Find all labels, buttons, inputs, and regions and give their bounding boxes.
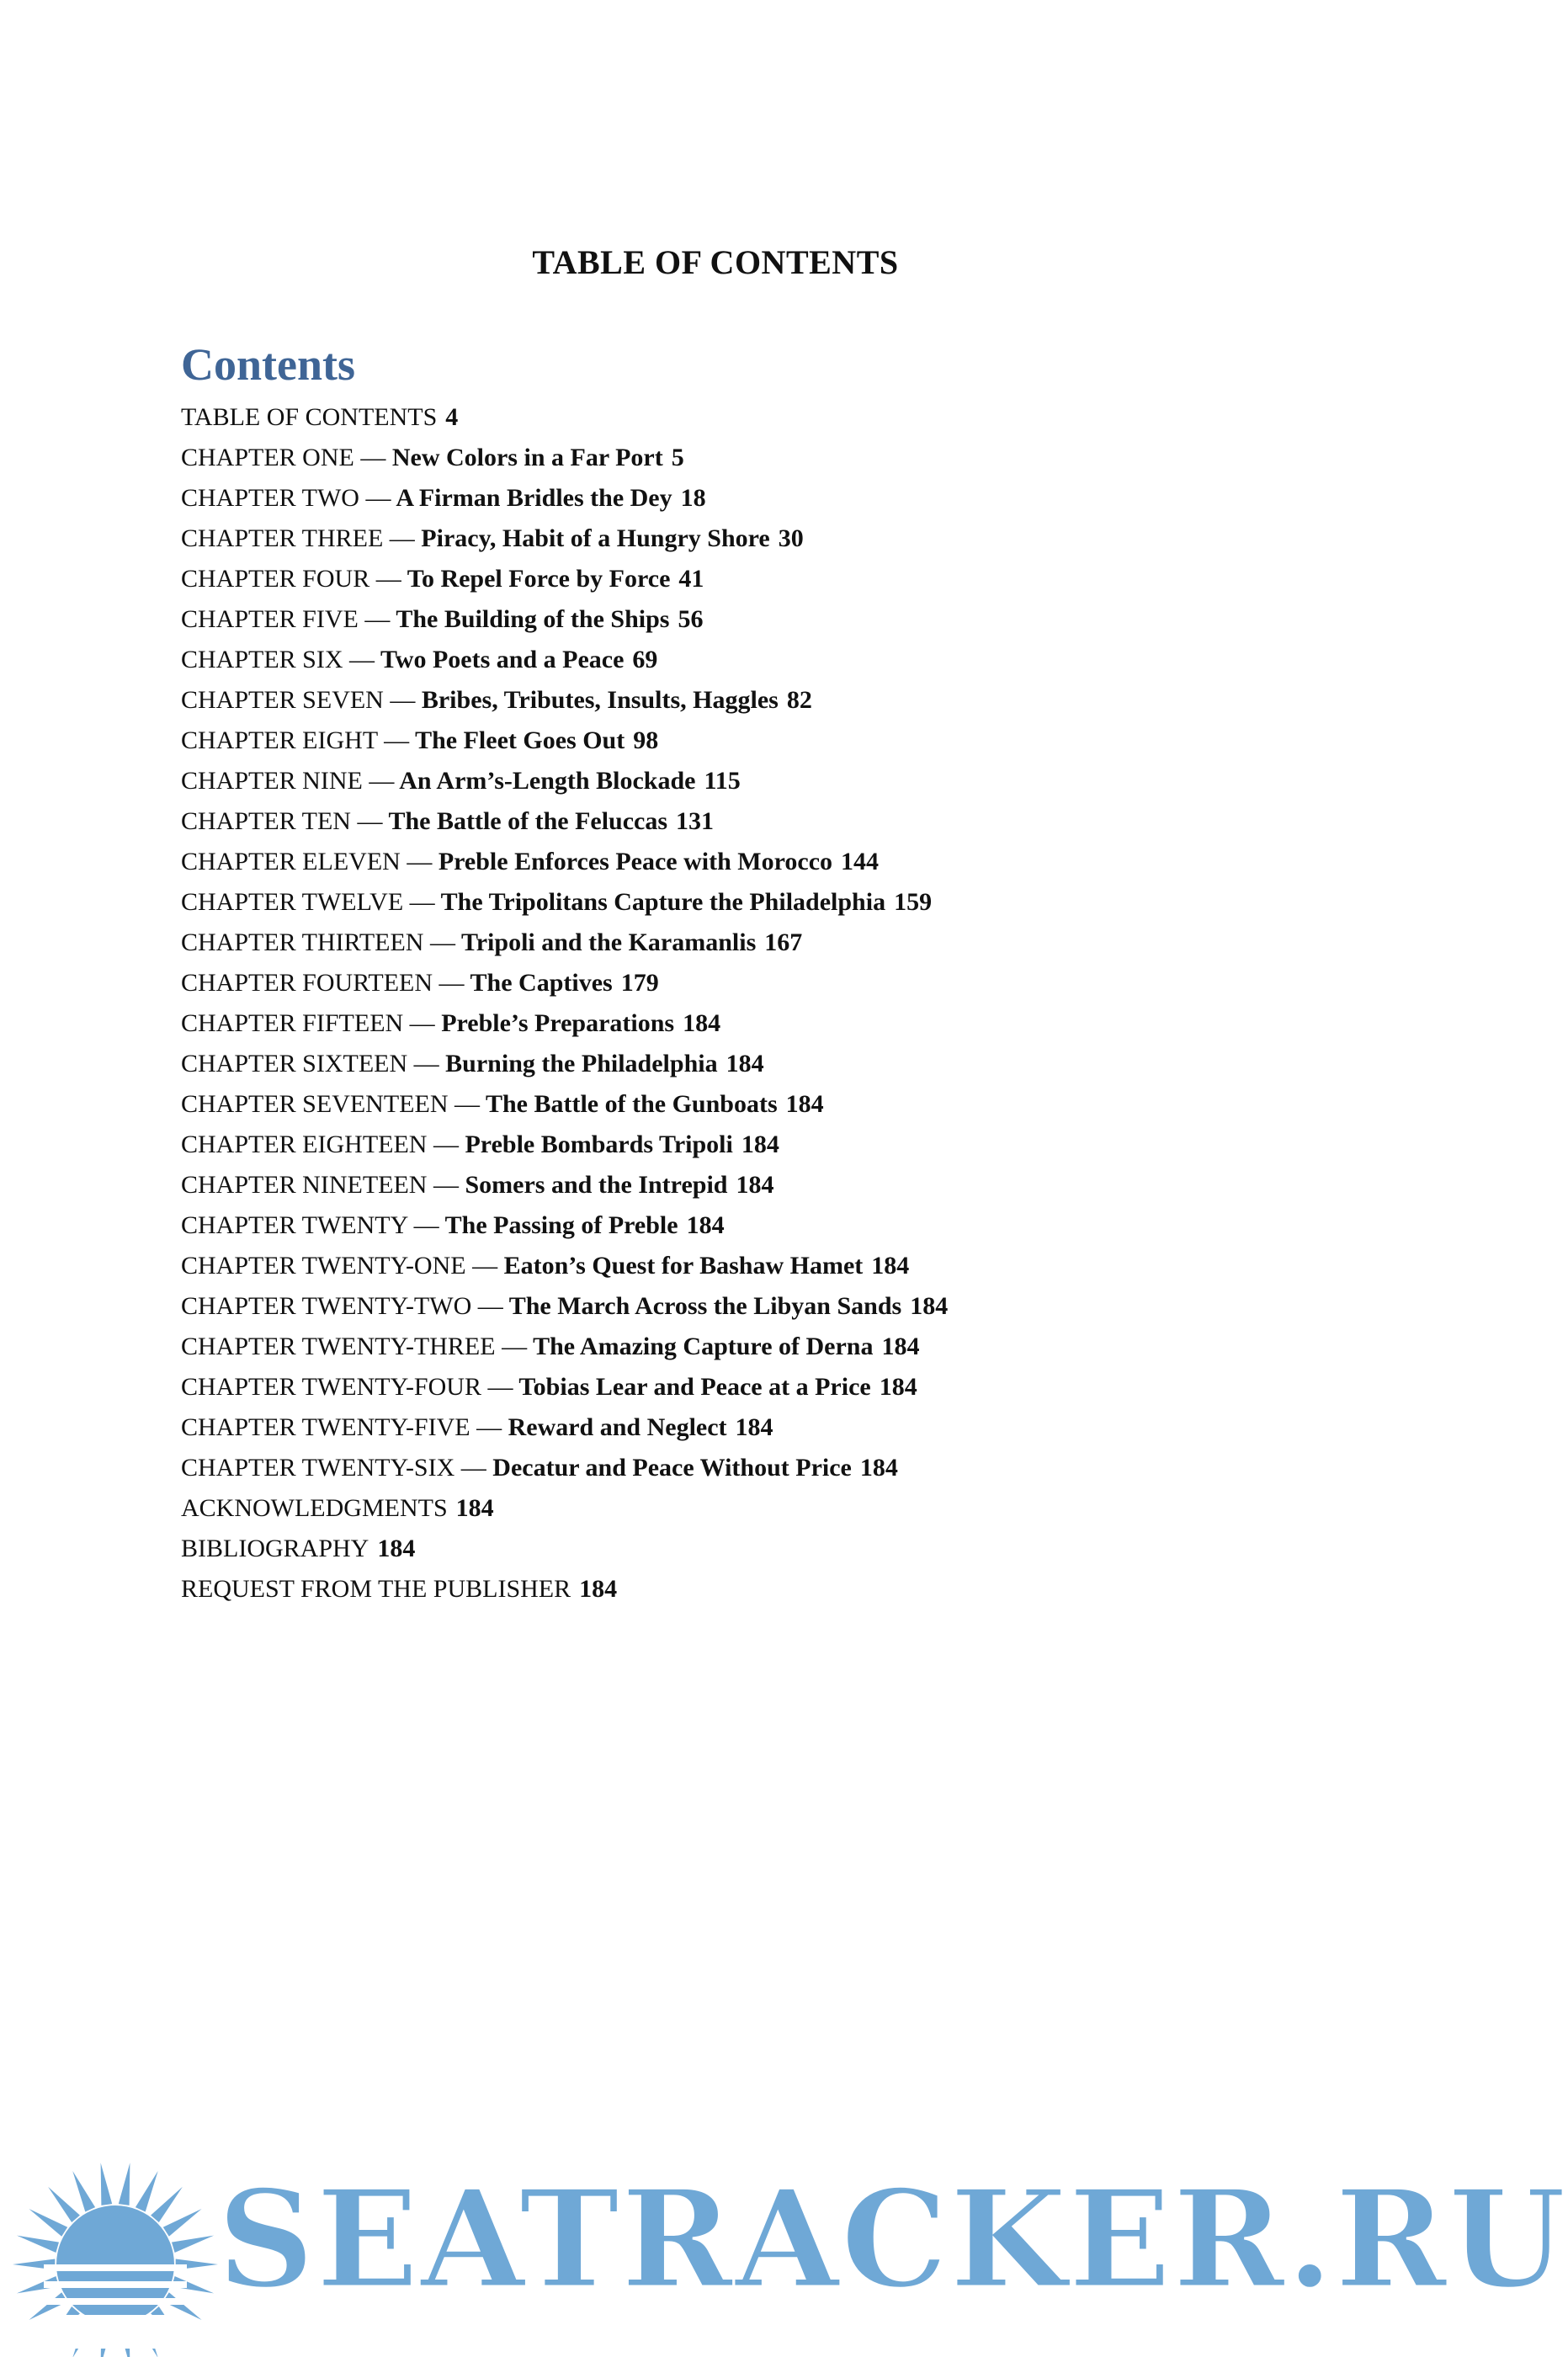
toc-entry[interactable] (181, 599, 1275, 640)
toc-chapter-label: CHAPTER SIXTEEN — (181, 1050, 439, 1077)
sun-ray (119, 2163, 130, 2205)
toc-entry[interactable] (181, 1125, 1275, 1165)
toc-entry-title: Preble Bombards Tripoli (465, 1131, 733, 1158)
toc-entry[interactable] (181, 1165, 1275, 1205)
toc-page-number: 184 (879, 1373, 917, 1401)
toc-entry[interactable] (181, 478, 1275, 519)
toc-chapter-label: ACKNOWLEDGMENTS (181, 1494, 448, 1522)
toc-entry-title: Tripoli and the Karamanlis (460, 928, 757, 956)
toc-chapter-label: CHAPTER FOUR — (181, 565, 401, 593)
toc-page-number: 184 (735, 1413, 773, 1441)
toc-page-number: 115 (704, 767, 741, 795)
toc-entry-title: The Building of the Ships (396, 605, 670, 633)
toc-entry[interactable] (181, 842, 1275, 882)
toc-page-number: 184 (736, 1171, 774, 1199)
toc-entry[interactable] (181, 519, 1275, 559)
toc-page-number: 184 (683, 1009, 721, 1037)
toc-page-number: 184 (871, 1252, 910, 1280)
toc-entry-title: The Battle of the Feluccas (388, 807, 668, 835)
toc-page-number: 98 (633, 726, 659, 754)
sun-ray (172, 2236, 214, 2253)
toc-entry[interactable] (181, 1448, 1275, 1488)
toc-page-number: 5 (671, 444, 684, 471)
toc-chapter-label: CHAPTER ONE — (181, 444, 386, 471)
sun-ray (48, 2187, 80, 2222)
toc-chapter-label: CHAPTER TWO — (181, 484, 391, 512)
toc-entry-title: The Captives (470, 969, 613, 997)
toc-page-number: 184 (726, 1050, 764, 1077)
toc-entry[interactable] (181, 1246, 1275, 1286)
toc-chapter-label: CHAPTER SEVENTEEN — (181, 1090, 480, 1118)
toc-chapter-label: CHAPTER EIGHTEEN — (181, 1131, 459, 1158)
watermark-text: SEATRACKER.RU (217, 2160, 1568, 2318)
toc-entry-title: The Tripolitans Capture the Philadelphia (440, 888, 886, 916)
toc-entry-title: A Firman Bridles the Dey (396, 484, 672, 512)
toc-entry[interactable] (181, 1044, 1275, 1084)
toc-entry[interactable] (181, 1205, 1275, 1246)
toc-entry-title: Preble’s Preparations (441, 1009, 675, 1037)
toc-chapter-label: CHAPTER FIVE — (181, 605, 391, 633)
toc-entry[interactable] (181, 559, 1275, 599)
toc-chapter-label: CHAPTER SIX — (181, 646, 375, 673)
toc-entry-title: Preble Enforces Peace with Morocco (438, 848, 833, 875)
toc-entry[interactable] (181, 721, 1275, 761)
toc-page-number: 184 (686, 1211, 725, 1239)
toc-chapter-label: CHAPTER TWENTY-SIX — (181, 1454, 486, 1482)
toc-chapter-label: CHAPTER THIRTEEN — (181, 928, 455, 956)
toc-entry[interactable] (181, 1286, 1275, 1327)
toc-chapter-label: CHAPTER TWENTY-FIVE — (181, 1413, 502, 1441)
toc-entry[interactable] (181, 882, 1275, 923)
toc-entry-title: The March Across the Libyan Sands (508, 1292, 902, 1320)
sun-ray (151, 2187, 183, 2222)
toc-entry-title: Burning the Philadelphia (445, 1050, 718, 1077)
toc-entry-title: Bribes, Tributes, Insults, Haggles (421, 686, 779, 714)
toc-entry-title: Tobias Lear and Peace at a Price (518, 1373, 871, 1401)
page-heading: TABLE OF CONTENTS (532, 243, 899, 281)
toc-page-number: 159 (894, 888, 933, 916)
toc-chapter-label: CHAPTER THREE — (181, 524, 415, 552)
toc-chapter-label: CHAPTER EIGHT — (181, 726, 410, 754)
sun-icon (10, 2138, 221, 2349)
toc-chapter-label: BIBLIOGRAPHY (181, 1535, 369, 1562)
sun-ray (17, 2236, 59, 2253)
toc-entry-title: Somers and the Intrepid (465, 1171, 728, 1199)
toc-entry-title: An Arm’s-Length Blockade (399, 767, 696, 795)
toc-page-number: 131 (676, 807, 715, 835)
toc-entry[interactable] (181, 761, 1275, 801)
toc-entry-title: To Repel Force by Force (407, 565, 671, 593)
contents-title: Contents (181, 339, 356, 390)
toc-chapter-label: CHAPTER TWENTY-THREE — (181, 1333, 528, 1360)
toc-entry[interactable] (181, 1003, 1275, 1044)
toc-page-number: 144 (841, 848, 880, 875)
toc-entry[interactable] (181, 1327, 1275, 1367)
toc-entry[interactable] (181, 640, 1275, 680)
toc-chapter-label: CHAPTER FOURTEEN — (181, 969, 465, 997)
toc-entry[interactable] (181, 1407, 1275, 1448)
toc-chapter-label: CHAPTER TWENTY-FOUR — (181, 1373, 513, 1401)
sun-ray (72, 2171, 95, 2212)
toc-chapter-label: CHAPTER NINETEEN — (181, 1171, 459, 1199)
toc-entry-title: The Fleet Goes Out (415, 726, 625, 754)
toc-entry[interactable] (181, 397, 1275, 438)
toc-entry-title: The Passing of Preble (444, 1211, 678, 1239)
toc-entry-title: The Battle of the Gunboats (485, 1090, 778, 1118)
toc-entry-title: Two Poets and a Peace (380, 646, 625, 673)
toc-list (181, 397, 1275, 1609)
toc-page-number: 30 (778, 524, 804, 552)
toc-chapter-label: TABLE OF CONTENTS (181, 403, 438, 431)
toc-chapter-label: CHAPTER TWELVE — (181, 888, 435, 916)
toc-chapter-label: CHAPTER SEVEN — (181, 686, 416, 714)
toc-chapter-label: REQUEST FROM THE PUBLISHER (181, 1575, 571, 1603)
toc-chapter-label: CHAPTER FIFTEEN — (181, 1009, 435, 1037)
toc-entry[interactable] (181, 438, 1275, 478)
toc-page-number: 184 (881, 1333, 920, 1360)
toc-chapter-label: CHAPTER TWENTY-ONE — (181, 1252, 498, 1280)
toc-page-number: 4 (445, 403, 459, 431)
toc-entry[interactable] (181, 680, 1275, 721)
toc-entry[interactable] (181, 1529, 1275, 1569)
toc-page-number: 56 (678, 605, 704, 633)
sun-ray (29, 2209, 67, 2237)
toc-chapter-label: CHAPTER ELEVEN — (181, 848, 433, 875)
toc-entry-title: The Amazing Capture of Derna (533, 1333, 874, 1360)
toc-page-number: 184 (859, 1454, 898, 1482)
toc-page-number: 179 (620, 969, 659, 997)
watermark (0, 2138, 1568, 2357)
toc-entry[interactable] (181, 801, 1275, 842)
toc-entry[interactable] (181, 1367, 1275, 1407)
toc-entry[interactable] (181, 1569, 1275, 1609)
toc-entry-title: Eaton’s Quest for Bashaw Hamet (503, 1252, 864, 1280)
toc-page-number: 167 (764, 928, 803, 956)
toc-page-number: 18 (680, 484, 706, 512)
toc-page-number: 184 (377, 1535, 416, 1562)
toc-chapter-label: CHAPTER NINE — (181, 767, 395, 795)
toc-entry-title: New Colors in a Far Port (391, 444, 663, 471)
toc-page-number: 41 (678, 565, 704, 593)
toc-entry[interactable] (181, 923, 1275, 963)
sun-ray (101, 2163, 113, 2205)
toc-page-number: 184 (785, 1090, 824, 1118)
toc-entry[interactable] (181, 1488, 1275, 1529)
toc-page-number: 184 (579, 1575, 618, 1603)
sun-ray (136, 2171, 158, 2212)
toc-entry[interactable] (181, 1084, 1275, 1125)
sun-ray (163, 2209, 202, 2237)
toc-chapter-label: CHAPTER TEN — (181, 807, 383, 835)
toc-page-number: 184 (741, 1131, 779, 1158)
toc-page-number: 184 (910, 1292, 949, 1320)
toc-entry-title: Decatur and Peace Without Price (492, 1454, 852, 1482)
toc-entry[interactable] (181, 963, 1275, 1003)
toc-page-number: 69 (632, 646, 658, 673)
toc-page-number: 184 (455, 1494, 494, 1522)
toc-entry-title: Reward and Neglect (508, 1413, 727, 1441)
toc-entry-title: Piracy, Habit of a Hungry Shore (421, 524, 770, 552)
toc-chapter-label: CHAPTER TWENTY-TWO — (181, 1292, 503, 1320)
toc-chapter-label: CHAPTER TWENTY — (181, 1211, 439, 1239)
toc-page-number: 82 (786, 686, 812, 714)
